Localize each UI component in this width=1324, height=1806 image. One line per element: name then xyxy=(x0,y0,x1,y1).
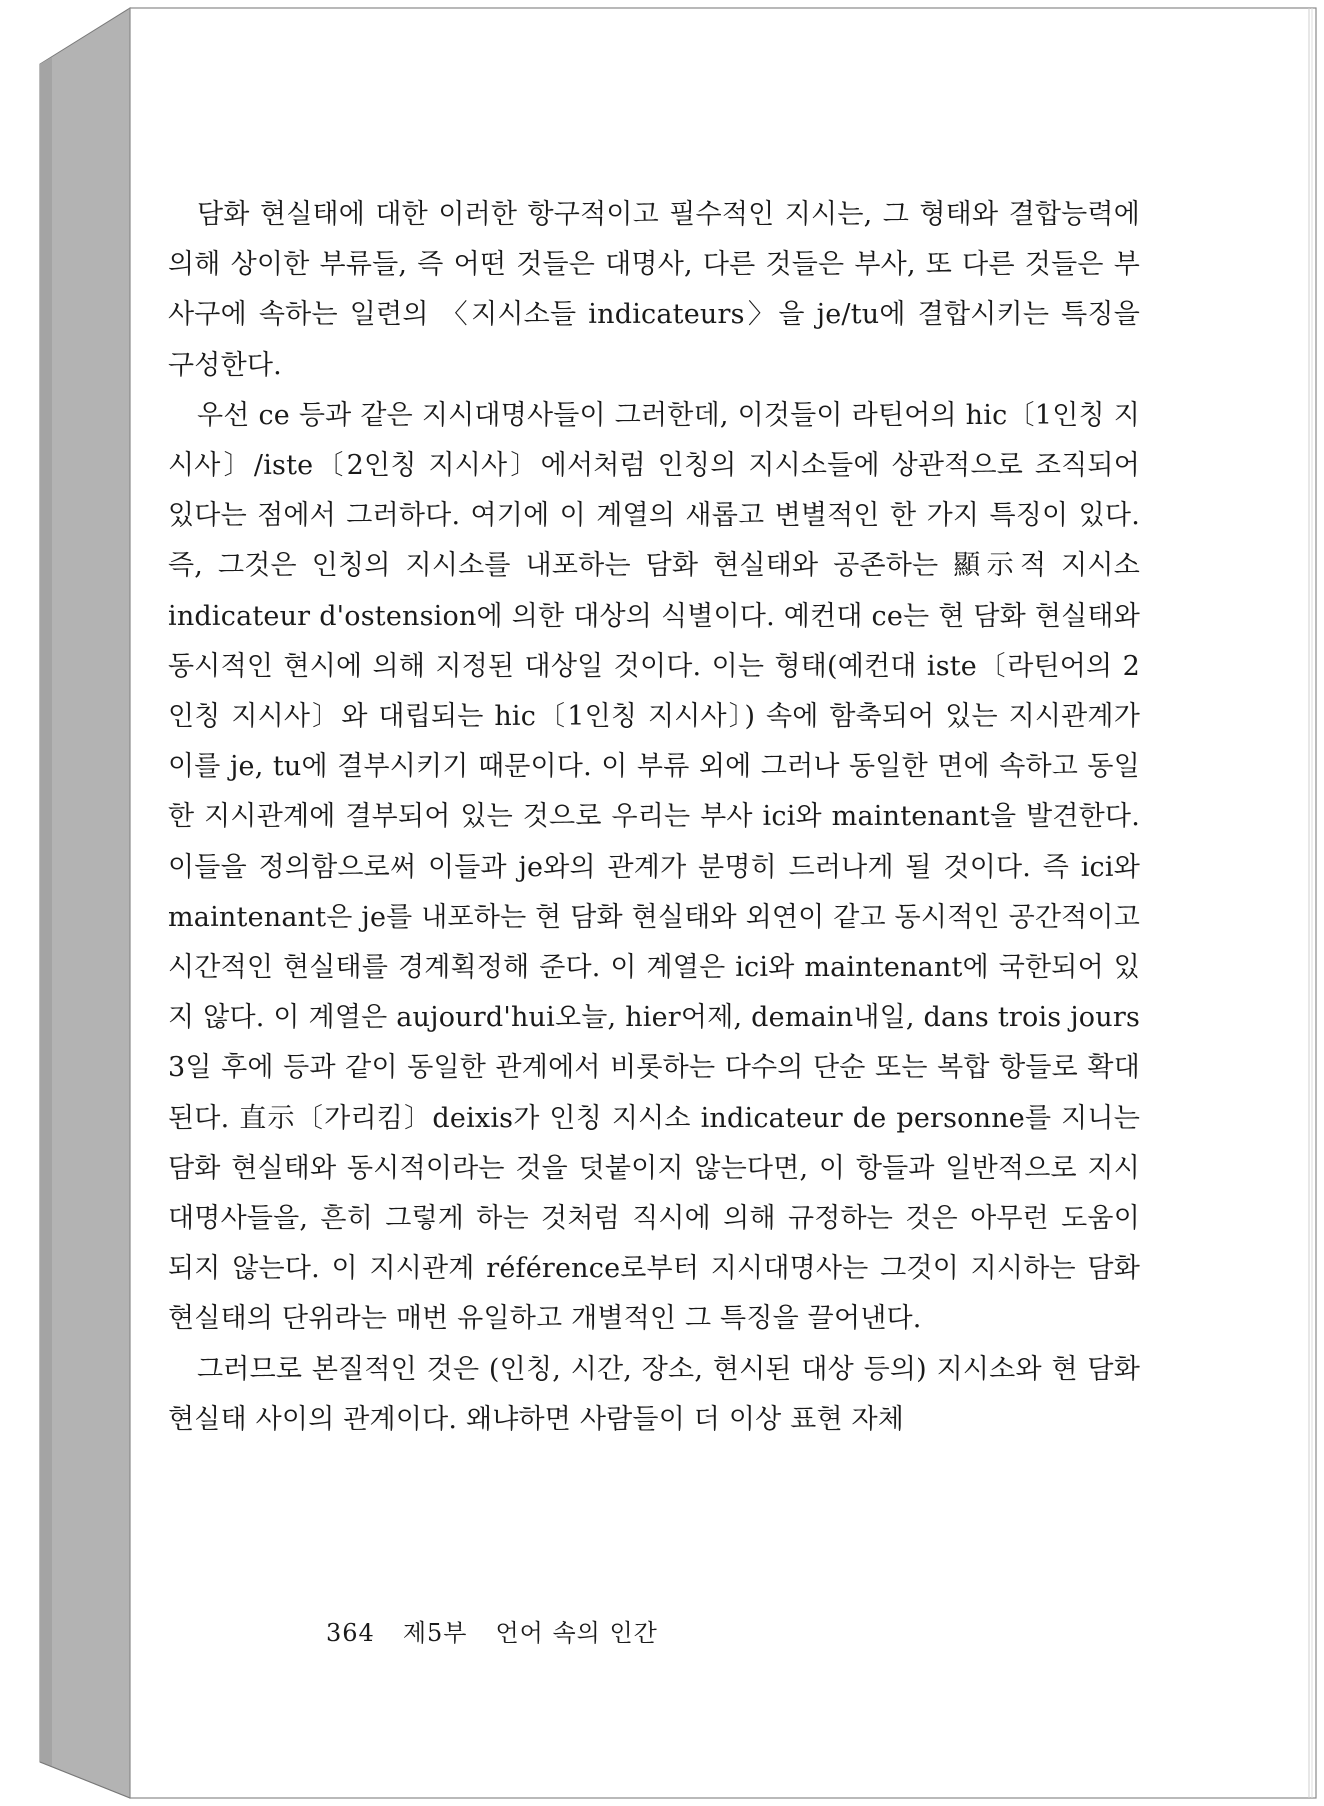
part-label: 제5부 xyxy=(402,1619,468,1647)
page-footer xyxy=(326,1613,686,1648)
book-spine-shade xyxy=(40,57,52,1766)
body-text xyxy=(168,190,1140,1445)
part-title: 언어 속의 인간 xyxy=(495,1619,658,1647)
paragraph-3: 그러므로 본질적인 것은 (인칭, 시간, 장소, 현시된 대상 등의) 지시소와 현 담화 현실태 사이의 관계이다. 왜냐하면 사람들이 더 이상 표현 자체 xyxy=(168,1353,1140,1435)
page-number: 364 xyxy=(326,1619,375,1647)
book-spine xyxy=(40,8,130,1798)
paragraph-1: 담화 현실태에 대한 이러한 항구적이고 필수적인 지시는, 그 형태와 결합능력에 의해 상이한 부류들, 즉 어떤 것들은 대명사, 다른 것들은 부사, 또 다른 것들은 부사구에 속하는 일련의 〈지시소들 indicateurs〉을 je/tu에 결합시키는 특징을 구성한다. xyxy=(168,199,1140,381)
paragraph-2: 우선 ce 등과 같은 지시대명사들이 그러한데, 이것들이 라틴어의 hic〔1인칭 지시사〕/iste〔2인칭 지시사〕에서처럼 인칭의 지시소들에 상관적으로 조직되어 있다는 점에서 그러하다. 여기에 이 계열의 새롭고 변별적인 한 가지 특징이 있다. 즉, 그것은 인칭의 지시소를 내포하는 담화 현실태와 공존하는 顯示적 지시소 indicateur d'ostension에 의한 대상의 식별이다. 예컨대 ce는 현 담화 현실태와 동시적인 현시에 의해 지정된 대상일 것이다. 이는 형태(예컨대 iste〔라틴어의 2인칭 지시사〕와 대립되는 hic〔1인칭 지시사〕) 속에 함축되어 있는 지시관계가 이를 je, tu에 결부시키기 때문이다. 이 부류 외에 그러나 동일한 면에 속하고 동일한 지시관계에 결부되어 있는 것으로 우리는 부사 ici와 maintenant을 발견한다. 이들을 정의함으로써 이들과 je와의 관계가 분명히 드러나게 될 것이다. 즉 ici와 maintenant은 je를 내포하는 현 담화 현실태와 외연이 같고 동시적인 공간적이고 시간적인 현실태를 경계획정해 준다. 이 계열은 ici와 maintenant에 국한되어 있지 않다. 이 계열은 aujourd'hui오늘, hier어제, demain내일, dans trois jours 3일 후에 등과 같이 동일한 관계에서 비롯하는 다수의 단순 또는 복합 항들로 확대된다. 直示〔가리킴〕deixis가 인칭 지시소 indicateur de personne를 지니는 담화 현실태와 동시적이라는 것을 덧붙이지 않는다면, 이 항들과 일반적으로 지시대명사들을, 흔히 그렇게 하는 것처럼 직시에 의해 규정하는 것은 아무런 도움이 되지 않는다. 이 지시관계 référence로부터 지시대명사는 그것이 지시하는 담화 현실태의 단위라는 매번 유일하고 개별적인 그 특징을 끌어낸다. xyxy=(168,399,1140,1335)
